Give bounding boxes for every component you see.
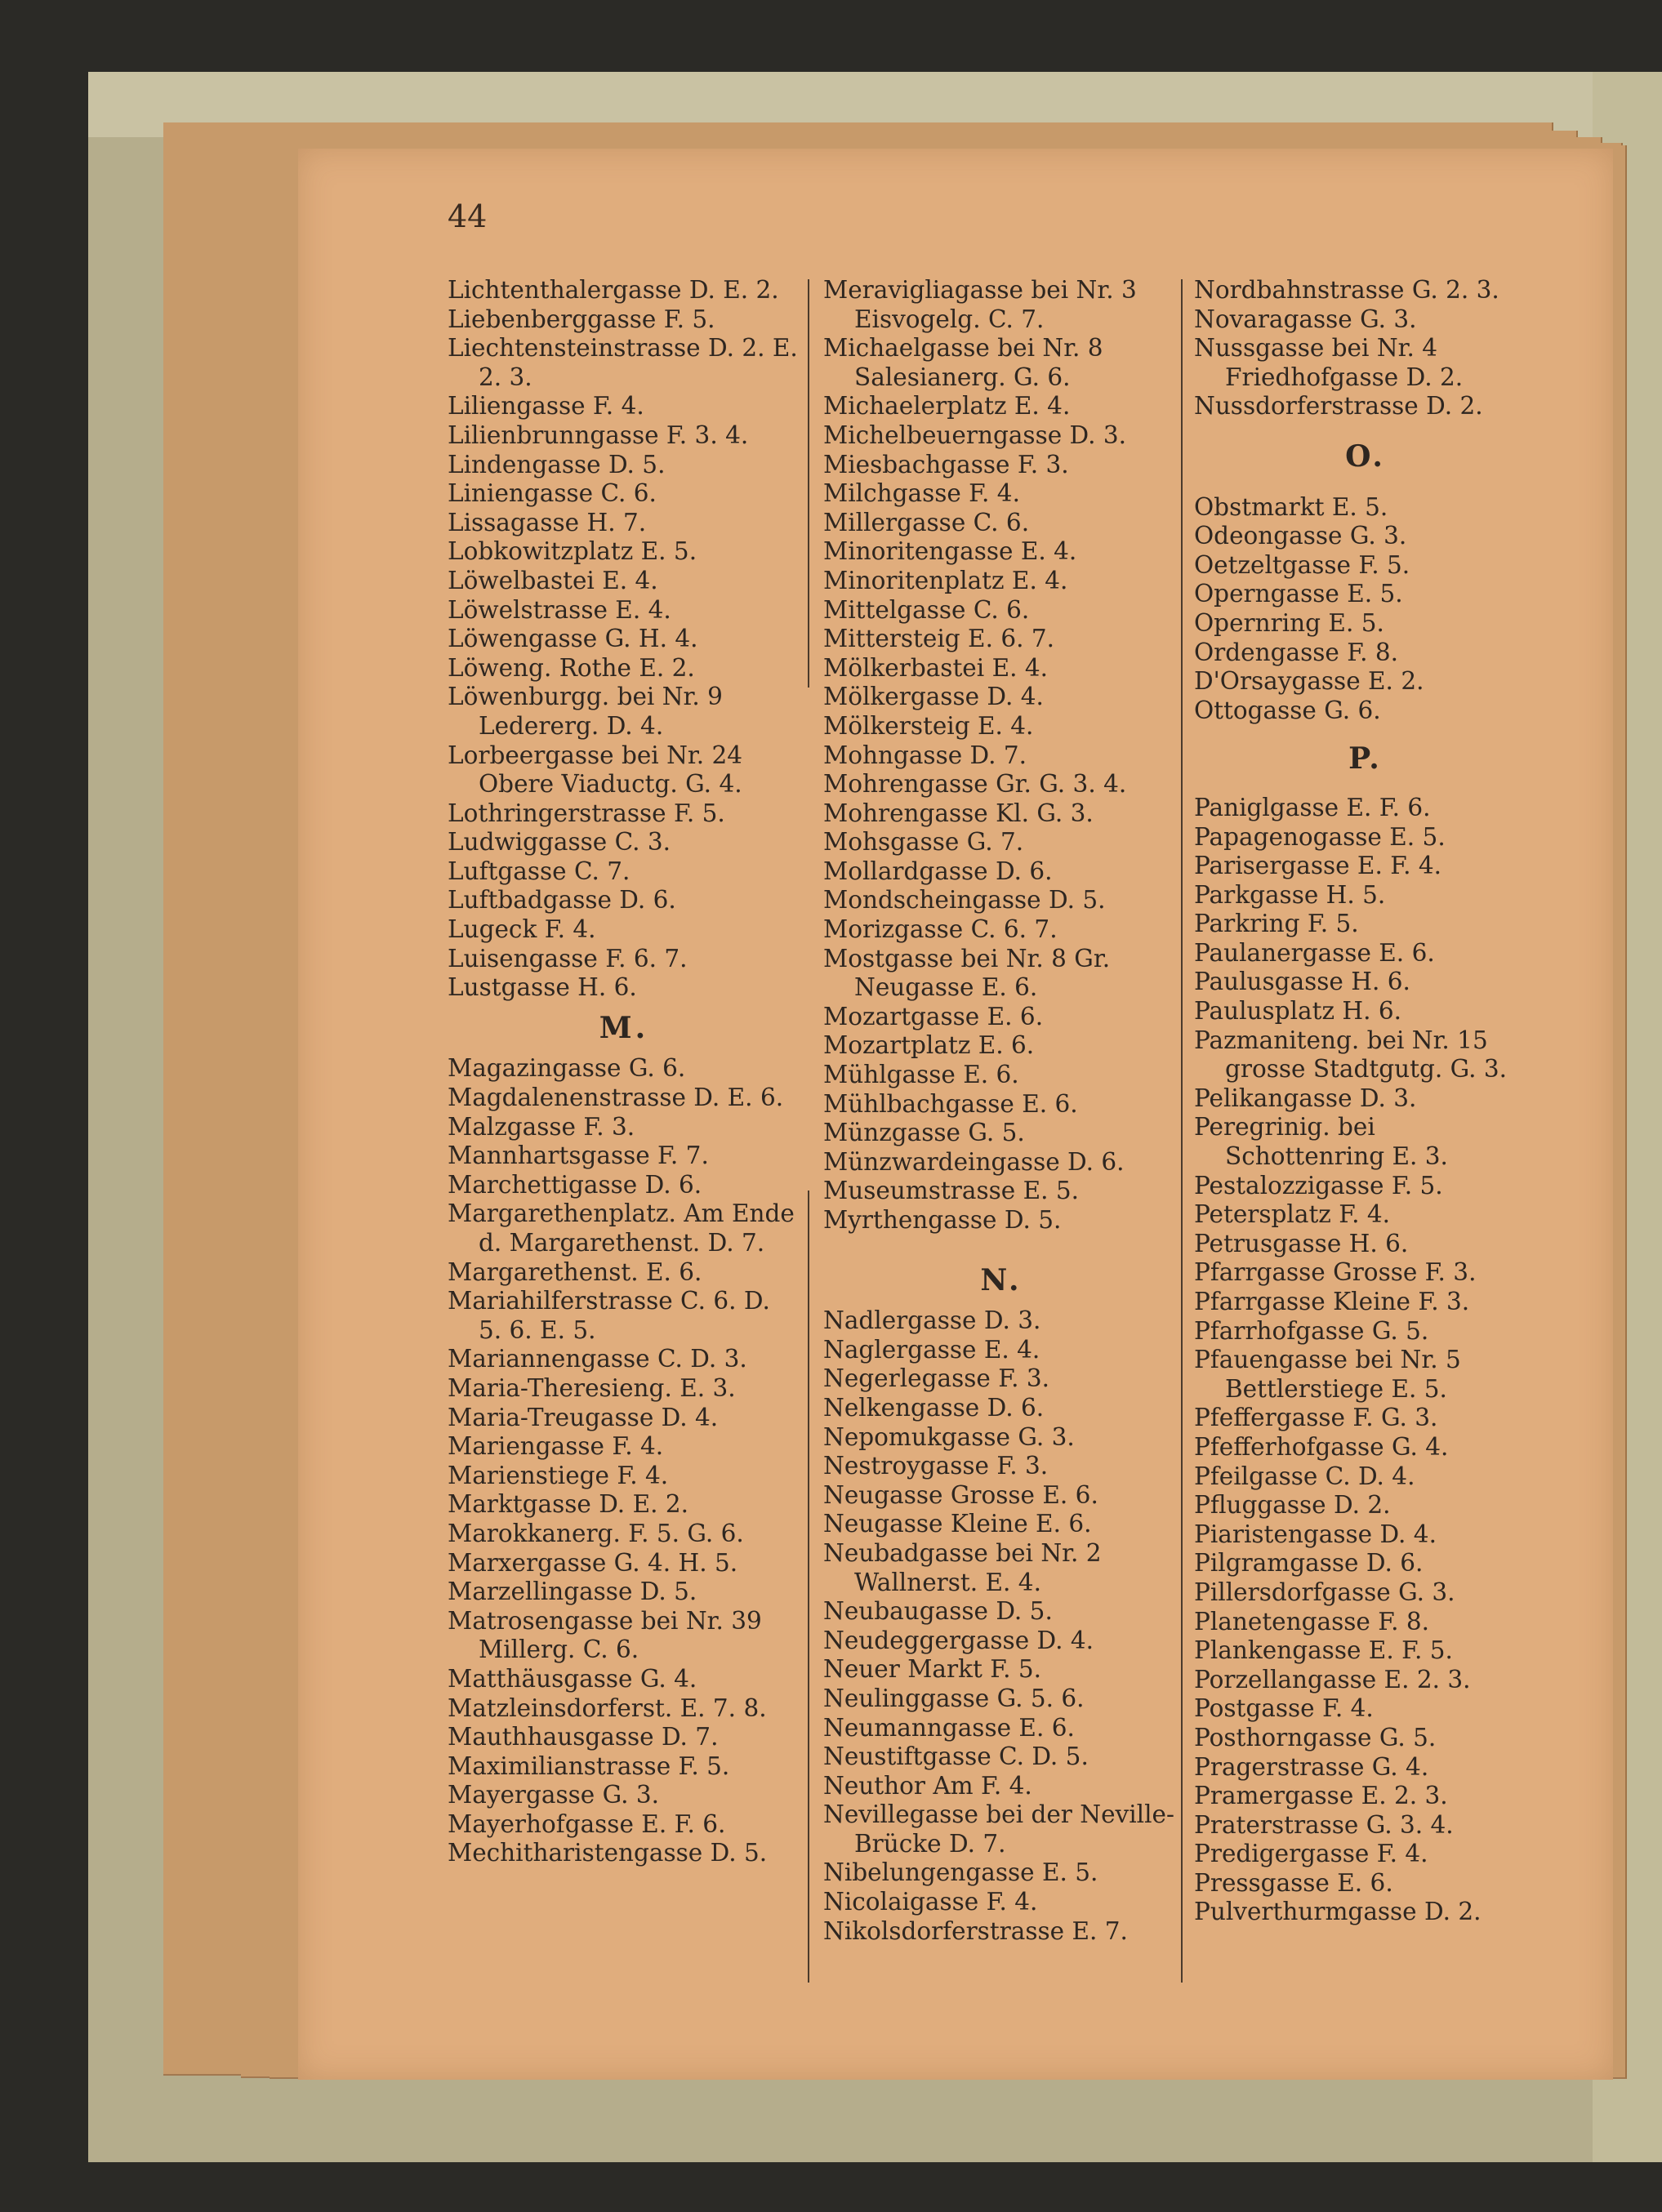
- index-entry: Nussdorferstrasse D. 2.: [1194, 392, 1483, 421]
- index-entry: Münzgasse G. 5.: [823, 1119, 1025, 1147]
- index-column-2: [823, 276, 1179, 1946]
- index-entry: Posthorngasse G. 5.: [1194, 1723, 1437, 1751]
- index-entry: Mozartgasse E. 6.: [823, 1002, 1044, 1030]
- index-entry: Marzellingasse D. 5.: [448, 1578, 697, 1606]
- index-entry: Nestroygasse F. 3.: [823, 1452, 1049, 1480]
- index-entry: Pramergasse E. 2. 3.: [1194, 1782, 1448, 1810]
- index-entry: Mohsgasse G. 7.: [823, 828, 1024, 857]
- index-entry: Luftgasse C. 7.: [448, 857, 630, 885]
- index-entry: Nevillegasse bei der Neville-Brücke D. 7.: [823, 1800, 1174, 1858]
- index-entry: Marokkanerg. F. 5. G. 6.: [448, 1519, 744, 1547]
- index-entry: Mohrengasse Gr. G. 3. 4.: [823, 770, 1127, 799]
- index-entry: Nordbahnstrasse G. 2. 3.: [1194, 276, 1499, 304]
- index-entry: Pragerstrasse G. 4.: [1194, 1752, 1429, 1781]
- index-entry: Neumanngasse E. 6.: [823, 1713, 1075, 1742]
- index-entry: Negerlegasse F. 3.: [823, 1364, 1049, 1393]
- index-entry: Praterstrasse G. 3. 4.: [1194, 1810, 1454, 1839]
- section-heading-p: P.: [1348, 741, 1383, 777]
- page-number: 44: [448, 198, 488, 234]
- index-entry: Mölkergasse D. 4.: [823, 683, 1044, 711]
- index-entry: Löwelbastei E. 4.: [448, 566, 658, 594]
- index-entry: Lorbeergasse bei Nr. 24 Obere Viaductg. G. 4.: [448, 741, 743, 799]
- index-entry: Neustiftgasse C. D. 5.: [823, 1742, 1089, 1771]
- index-entry: Operngasse E. 5.: [1194, 580, 1403, 608]
- index-entry: Oetzeltgasse F. 5.: [1194, 550, 1410, 579]
- index-entry: Naglergasse E. 4.: [823, 1335, 1040, 1364]
- index-entry: Pfeffergasse F. G. 3.: [1194, 1404, 1438, 1432]
- index-entry: Mondscheingasse D. 5.: [823, 886, 1106, 915]
- index-entry: Maria-Theresieng. E. 3.: [448, 1373, 736, 1402]
- index-entry: Michaelgasse bei Nr. 8 Salesianerg. G. 6.: [823, 334, 1103, 391]
- index-entry: Pelikangasse D. 3.: [1194, 1084, 1417, 1112]
- section-heading-o: O.: [1345, 438, 1386, 474]
- index-entry: Michelbeuerngasse D. 3.: [823, 421, 1127, 449]
- index-entry: Parkring F. 5.: [1194, 910, 1359, 938]
- index-entry: Matthäusgasse G. 4.: [448, 1664, 697, 1693]
- index-entry: Malzgasse F. 3.: [448, 1112, 635, 1141]
- index-entry: Pazmaniteng. bei Nr. 15 grosse Stadtgutg. G. 3.: [1194, 1026, 1508, 1084]
- index-entry: Mariahilferstrasse C. 6. D. 5. 6. E. 5.: [448, 1287, 770, 1344]
- index-entry: Liechtensteinstrasse D. 2. E. 2. 3.: [448, 334, 798, 391]
- column-rule-2: [1181, 279, 1183, 1983]
- index-entry: Mechitharistengasse D. 5.: [448, 1839, 768, 1867]
- index-entry: Mühlgasse E. 6.: [823, 1061, 1019, 1089]
- index-entry: Marienstiege F. 4.: [448, 1461, 669, 1489]
- index-entry: Mollardgasse D. 6.: [823, 857, 1053, 885]
- index-entry: Mariengasse F. 4.: [448, 1432, 664, 1461]
- index-entry: Petrusgasse H. 6.: [1194, 1229, 1409, 1257]
- index-entry: Ludwiggasse C. 3.: [448, 828, 671, 857]
- index-entry: Luisengasse F. 6. 7.: [448, 944, 688, 972]
- index-entry: Neudeggergasse D. 4.: [823, 1626, 1094, 1654]
- index-entry: Maximilianstrasse F. 5.: [448, 1751, 730, 1780]
- index-entry: Mozartplatz E. 6.: [823, 1031, 1035, 1060]
- index-entry: Lichtenthalergasse D. E. 2.: [448, 276, 779, 304]
- index-entry: Nikolsdorferstrasse E. 7.: [823, 1916, 1128, 1945]
- index-entry: Magdalenenstrasse D. E. 6.: [448, 1084, 784, 1112]
- index-entry: Pfarrgasse Grosse F. 3.: [1194, 1258, 1477, 1287]
- index-entry: Mohrengasse Kl. G. 3.: [823, 799, 1094, 827]
- index-entry: Obstmarkt E. 5.: [1194, 492, 1388, 521]
- index-entry: Lothringerstrasse F. 5.: [448, 799, 725, 827]
- index-entry: Nussgasse bei Nr. 4 Friedhofgasse D. 2.: [1194, 334, 1464, 391]
- index-entry: Löwelstrasse E. 4.: [448, 595, 671, 624]
- index-entry: Milchgasse F. 4.: [823, 479, 1020, 508]
- index-entry: Plankengasse E. F. 5.: [1194, 1636, 1453, 1665]
- index-entry: Löweng. Rothe E. 2.: [448, 653, 695, 682]
- index-entry: Predigergasse F. 4.: [1194, 1840, 1428, 1868]
- index-entry: Liliengasse F. 4.: [448, 392, 644, 421]
- index-entry: Marxergasse G. 4. H. 5.: [448, 1548, 738, 1577]
- index-entry: Mölkersteig E. 4.: [823, 711, 1034, 740]
- index-entry: Paulusgasse H. 6.: [1194, 968, 1410, 996]
- index-entry: Mittelgasse C. 6.: [823, 595, 1030, 624]
- index-entry: Paulanergasse E. 6.: [1194, 938, 1435, 967]
- index-entry: Mannhartsgasse F. 7.: [448, 1142, 709, 1170]
- index-entry: Planetengasse F. 8.: [1194, 1607, 1429, 1636]
- index-entry: Pilgramgasse D. 6.: [1194, 1549, 1424, 1578]
- index-entry: Lindengasse D. 5.: [448, 450, 666, 478]
- index-entry: Neugasse Grosse E. 6.: [823, 1480, 1098, 1509]
- index-entry: Nibelungengasse E. 5.: [823, 1858, 1098, 1887]
- index-entry: Millergasse C. 6.: [823, 508, 1030, 536]
- index-entry: Pfluggasse D. 2.: [1194, 1491, 1391, 1520]
- index-entry: Mölkerbastei E. 4.: [823, 653, 1049, 682]
- index-entry: Paulusplatz H. 6.: [1194, 997, 1401, 1026]
- index-entry: D'Orsaygasse E. 2.: [1194, 667, 1424, 696]
- index-entry: Magazingasse G. 6.: [448, 1054, 686, 1083]
- index-entry: Pillersdorfgasse G. 3.: [1194, 1578, 1455, 1606]
- index-entry: Mohngasse D. 7.: [823, 741, 1027, 769]
- index-entry: Peregrinig. bei Schottenring E. 3.: [1194, 1113, 1448, 1171]
- index-entry: Piaristengasse D. 4.: [1194, 1520, 1437, 1548]
- section-heading-m: M.: [599, 1010, 649, 1045]
- index-entry: Ordengasse F. 8.: [1194, 638, 1398, 666]
- index-entry: Neuthor Am F. 4.: [823, 1771, 1032, 1800]
- index-entry: Margarethenplatz. Am Ende d. Margarethenst. D. 7.: [448, 1199, 795, 1257]
- index-entry: Neubadgasse bei Nr. 2 Wallnerst. E. 4.: [823, 1538, 1102, 1596]
- index-column-3: [1194, 276, 1537, 1927]
- index-entry: Petersplatz F. 4.: [1194, 1200, 1390, 1229]
- index-entry: Papagenogasse E. 5.: [1194, 822, 1446, 851]
- index-entry: Novaragasse G. 3.: [1194, 305, 1417, 333]
- index-entry: Nadlergasse D. 3.: [823, 1306, 1041, 1335]
- section-heading-n: N.: [980, 1262, 1023, 1297]
- column-rule-upper-1: [808, 279, 809, 688]
- index-entry: Mühlbachgasse E. 6.: [823, 1089, 1078, 1118]
- index-entry: Mostgasse bei Nr. 8 Gr. Neugasse E. 6.: [823, 944, 1111, 1002]
- index-entry: Luftbadgasse D. 6.: [448, 886, 676, 915]
- index-entry: Pulverthurmgasse D. 2.: [1194, 1898, 1482, 1926]
- index-entry: Margarethenst. E. 6.: [448, 1257, 702, 1286]
- index-entry: Myrthengasse D. 5.: [823, 1206, 1062, 1234]
- index-entry: Pestalozzigasse F. 5.: [1194, 1171, 1443, 1199]
- index-entry: Pfauengasse bei Nr. 5 Bettlerstiege E. 5.: [1194, 1346, 1461, 1403]
- index-entry: Nicolaigasse F. 4.: [823, 1888, 1038, 1916]
- index-entry: Pressgasse E. 6.: [1194, 1868, 1393, 1897]
- index-entry: Lustgasse H. 6.: [448, 973, 637, 1002]
- index-entry: Porzellangasse E. 2. 3.: [1194, 1665, 1471, 1693]
- index-entry: Marktgasse D. E. 2.: [448, 1490, 688, 1519]
- index-entry: Münzwardeingasse D. 6.: [823, 1147, 1125, 1176]
- index-entry: Mayerhofgasse E. F. 6.: [448, 1809, 726, 1838]
- index-entry: Neulinggasse G. 5. 6.: [823, 1684, 1085, 1712]
- index-entry: Liniengasse C. 6.: [448, 479, 657, 508]
- index-entry: Odeongasse G. 3.: [1194, 522, 1407, 550]
- index-entry: Lobkowitzplatz E. 5.: [448, 537, 697, 566]
- index-entry: Pfeilgasse C. D. 4.: [1194, 1462, 1415, 1490]
- index-entry: Parisergasse E. F. 4.: [1194, 852, 1441, 880]
- index-entry: Löwengasse G. H. 4.: [448, 625, 698, 653]
- index-entry: Postgasse F. 4.: [1194, 1694, 1374, 1723]
- index-entry: Maria-Treugasse D. 4.: [448, 1403, 719, 1431]
- index-entry: Mariannengasse C. D. 3.: [448, 1345, 747, 1373]
- index-entry: Mayergasse G. 3.: [448, 1781, 660, 1809]
- index-entry: Parkgasse H. 5.: [1194, 880, 1386, 909]
- index-entry: Liebenberggasse F. 5.: [448, 305, 715, 333]
- index-entry: Pfarrhofgasse G. 5.: [1194, 1316, 1429, 1345]
- index-entry: Matrosengasse bei Nr. 39 Millerg. C. 6.: [448, 1606, 762, 1664]
- index-entry: Mittersteig E. 6. 7.: [823, 625, 1055, 653]
- index-entry: Opernring E. 5.: [1194, 608, 1384, 637]
- index-entry: Lilienbrunngasse F. 3. 4.: [448, 421, 749, 449]
- index-column-1: [448, 276, 800, 1868]
- index-entry: Miesbachgasse F. 3.: [823, 450, 1069, 478]
- index-entry: Lugeck F. 4.: [448, 915, 596, 944]
- index-entry: Minoritengasse E. 4.: [823, 537, 1077, 566]
- index-entry: Löwenburgg. bei Nr. 9 Ledererg. D. 4.: [448, 683, 723, 740]
- index-entry: Paniglgasse E. F. 6.: [1194, 793, 1431, 821]
- index-entry: Pfarrgasse Kleine F. 3.: [1194, 1288, 1470, 1315]
- index-entry: Ottogasse G. 6.: [1194, 696, 1381, 724]
- index-entry: Michaelerplatz E. 4.: [823, 392, 1071, 421]
- index-entry: Pfefferhofgasse G. 4.: [1194, 1432, 1449, 1461]
- index-entry: Morizgasse C. 6. 7.: [823, 915, 1058, 944]
- index-entry: Neubaugasse D. 5.: [823, 1597, 1053, 1626]
- index-entry: Meravigliagasse bei Nr. 3 Eisvogelg. C. 7.: [823, 276, 1137, 333]
- index-entry: Marchettigasse D. 6.: [448, 1170, 702, 1199]
- index-entry: Neuer Markt F. 5.: [823, 1655, 1041, 1684]
- index-entry: Matzleinsdorferst. E. 7. 8.: [448, 1693, 767, 1722]
- index-entry: Nepomukgasse G. 3.: [823, 1422, 1075, 1451]
- index-entry: Museumstrasse E. 5.: [823, 1177, 1080, 1205]
- index-entry: Mauthhausgasse D. 7.: [448, 1723, 719, 1751]
- index-entry: Lissagasse H. 7.: [448, 508, 647, 536]
- column-rule-lower-1: [808, 1191, 809, 1983]
- index-entry: Minoritenplatz E. 4.: [823, 566, 1068, 594]
- index-entry: Nelkengasse D. 6.: [823, 1393, 1045, 1422]
- index-entry: Neugasse Kleine E. 6.: [823, 1510, 1092, 1538]
